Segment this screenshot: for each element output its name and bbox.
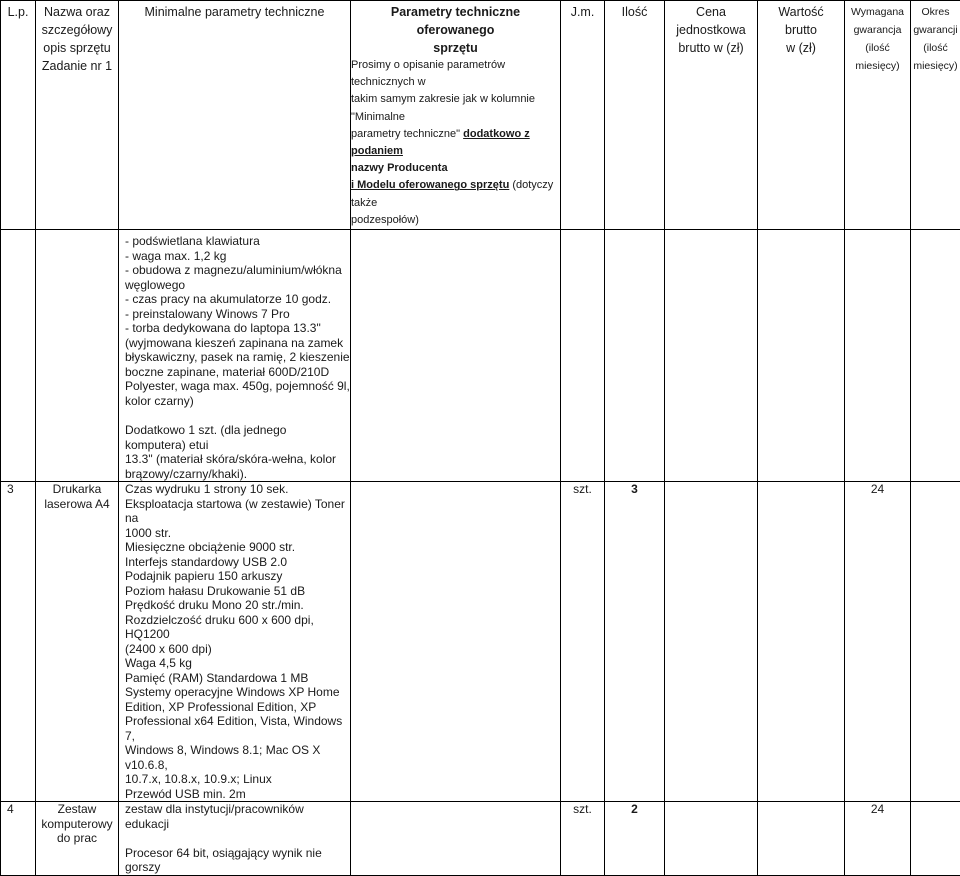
- offered-params-cell[interactable]: [351, 230, 561, 482]
- min-params-cell: [119, 230, 351, 482]
- price-cell[interactable]: [665, 802, 758, 876]
- item-name: Zestaw komputerowy do prac: [36, 802, 119, 876]
- required-warranty: 24: [845, 482, 911, 802]
- table-row-printer: [1, 482, 960, 802]
- price-cell[interactable]: [665, 482, 758, 802]
- table-row-continued: [1, 230, 960, 482]
- header-gwarancja: Wymagana gwarancja (ilość miesięcy): [845, 1, 911, 230]
- item-name: Drukarka laserowa A4: [36, 482, 119, 802]
- unit: szt.: [561, 802, 605, 876]
- quantity: 3: [605, 482, 665, 802]
- row-number: 4: [1, 802, 36, 876]
- header-ilosc: Ilość: [605, 1, 665, 230]
- row-number: 3: [1, 482, 36, 802]
- value-cell[interactable]: [758, 802, 845, 876]
- table-row-computer-set: [1, 802, 960, 876]
- offered-params-cell[interactable]: [351, 482, 561, 802]
- quantity: 2: [605, 802, 665, 876]
- min-params-cell: Czas wydruku 1 strony 10 sek. Eksploatacja startowa (w zestawie) Toner na 1000 str. Miesięczne obciążenie 9000 str. Interfejs standardowy USB 2.0 Podajnik papieru 150 arkuszy Poziom hałasu Drukowanie 51 dB Prędkość druku Mono 20 str./min. Rozdzielczość druku 600 x 600 dpi, HQ1200 (2400 x 600 dpi) Waga 4,5 kg Pamięć (RAM) Standardowa 1 MB Systemy operacyjne Windows XP Home Edition, XP Professional Edition, XP Professional x64 Edition, Vista, Windows 7, Windows 8, Windows 8.1; Mac OS X v10.6.8, 10.7.x, 10.8.x, 10.9.x; Linux Przewód USB min. 2m: [119, 482, 351, 802]
- price-cell[interactable]: [665, 230, 758, 482]
- warranty-period-cell[interactable]: [911, 802, 960, 876]
- laptop-spec-list: - podświetlana klawiatura - waga max. 1,2 kg - obudowa z magnezu/aluminium/włókna węglowego - czas pracy na akumulatorze 10 godz. - preinstalowany Winows 7 Pro - torba dedykowana do laptopa 13.3" (wyjmowana kieszeń zapinana na zamek błyskawiczny, pasek na ramię, 2 kieszenie boczne zapinane, materiał 600D/210D Polyester, waga max. 450g, pojemność 9l, kolor czarny): [125, 230, 350, 408]
- case-spec-list: Dodatkowo 1 szt. (dla jednego komputera) etui 13.3" (materiał skóra/skóra-wełna, kolor brązowy/czarny/khaki).: [125, 408, 350, 481]
- header-jm: J.m.: [561, 1, 605, 230]
- min-params-cell: zestaw dla instytucji/pracowników edukacji Procesor 64 bit, osiągający wynik nie gorszy: [119, 802, 351, 876]
- required-warranty: 24: [845, 802, 911, 876]
- warranty-period-cell[interactable]: [911, 230, 960, 482]
- header-offered-params: Parametry techniczne oferowanego sprzętu Prosimy o opisanie parametrów technicznych w takim samym zakresie jak w kolumnie "Minimalne parametry techniczne" dodatkowo z podaniem nazwy Producenta i Modelu oferowanego sprzętu (dotyczy także podzespołów): [351, 1, 561, 230]
- warranty-period-cell[interactable]: [911, 482, 960, 802]
- value-cell[interactable]: [758, 482, 845, 802]
- header-lp: L.p.: [1, 1, 36, 230]
- header-min-params: Minimalne parametry techniczne: [119, 1, 351, 230]
- header-okres: Okres gwarancji (ilość miesięcy): [911, 1, 960, 230]
- header-row: [1, 1, 960, 230]
- header-wartosc: Wartość brutto w (zł): [758, 1, 845, 230]
- unit: szt.: [561, 482, 605, 802]
- offered-params-cell[interactable]: [351, 802, 561, 876]
- value-cell[interactable]: [758, 230, 845, 482]
- header-name: Nazwa oraz szczegółowy opis sprzętu Zadanie nr 1: [36, 1, 119, 230]
- header-cena: Cena jednostkowa brutto w (zł): [665, 1, 758, 230]
